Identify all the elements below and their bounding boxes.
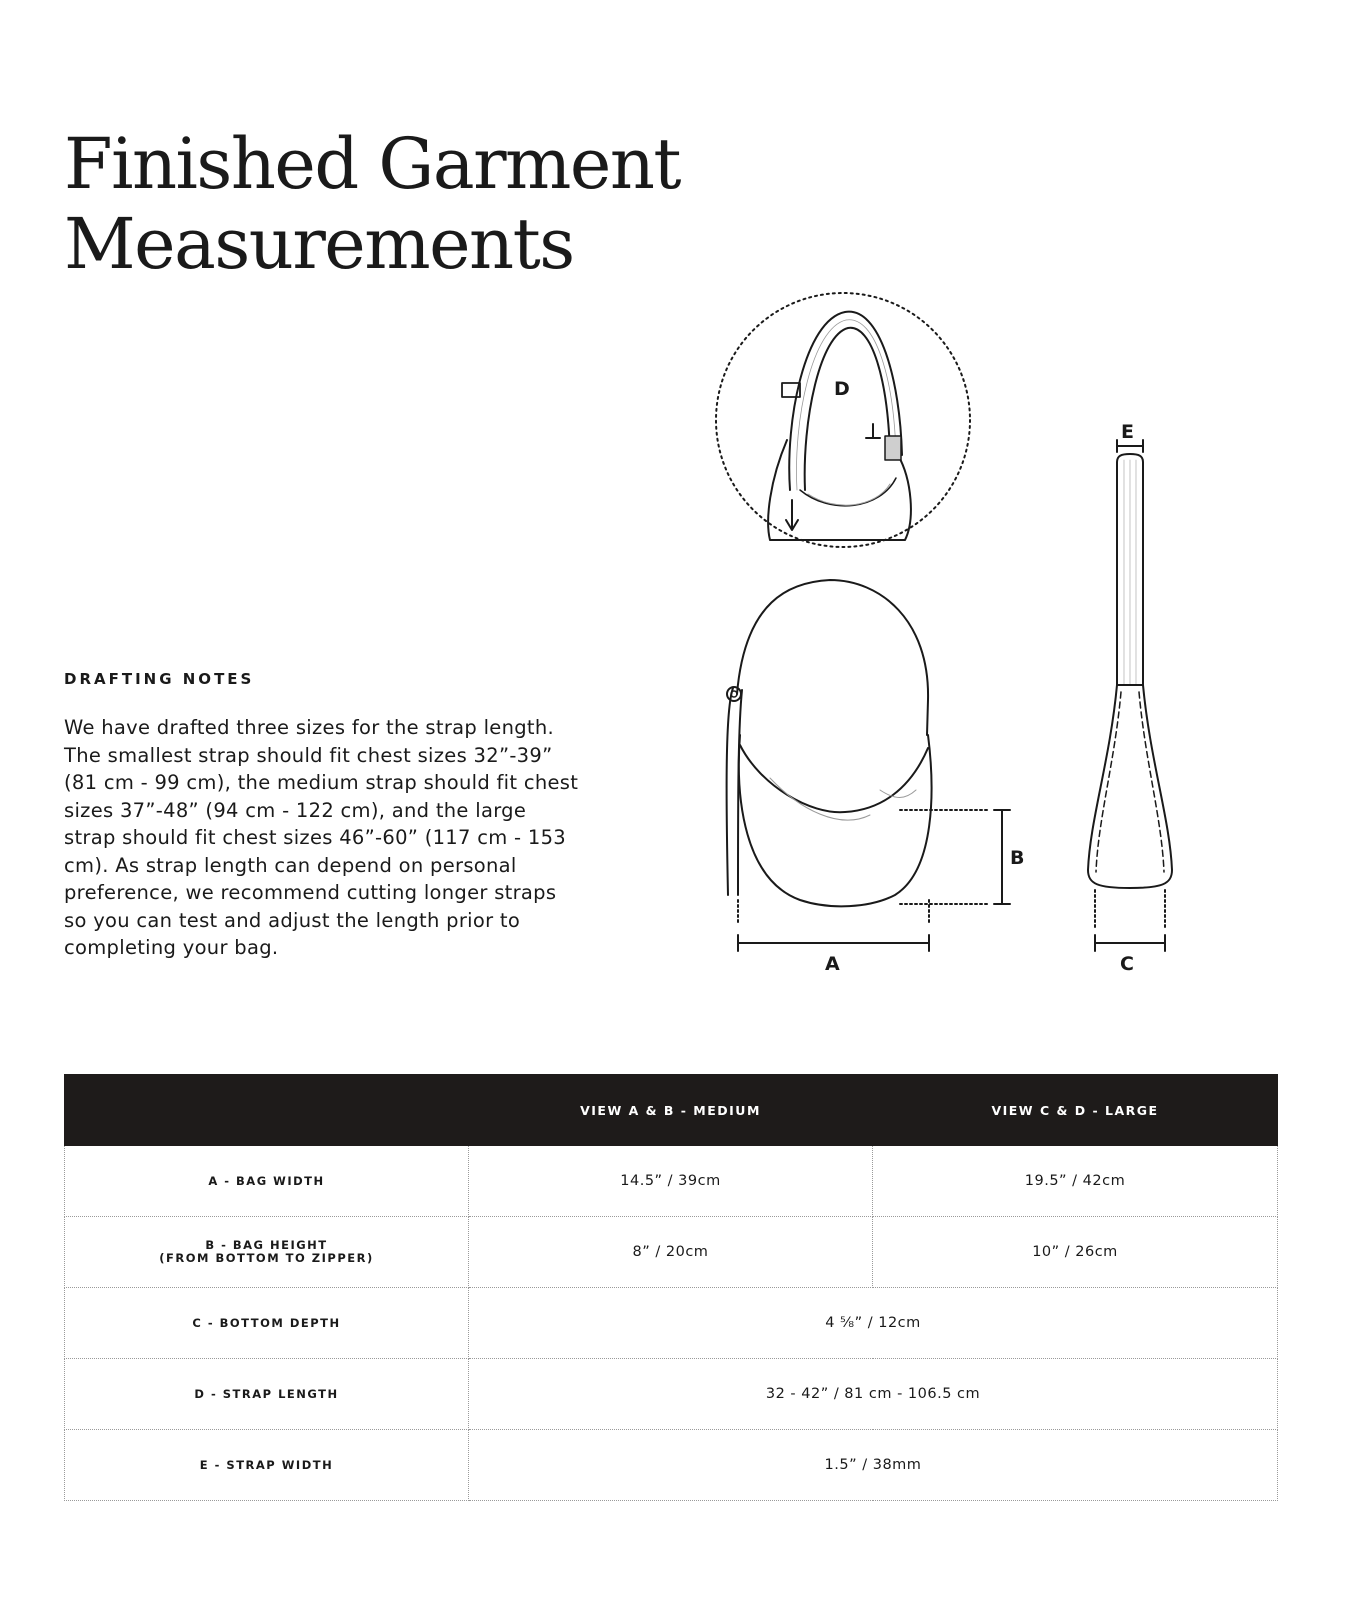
row-label-bag-height-main: B - BAG HEIGHT bbox=[205, 1238, 328, 1252]
header-medium: VIEW A & B - MEDIUM bbox=[469, 1075, 873, 1146]
page-title-line-2: Measurements bbox=[64, 203, 574, 285]
header-large: VIEW C & D - LARGE bbox=[873, 1075, 1278, 1146]
row-label-bag-height-sub: (FROM BOTTOM TO ZIPPER) bbox=[159, 1251, 374, 1265]
table-row bbox=[65, 1146, 1278, 1217]
row-label-strap-length: D - STRAP LENGTH bbox=[65, 1359, 469, 1430]
bag-front-view bbox=[727, 580, 1025, 975]
label-c: C bbox=[1120, 953, 1134, 975]
table-row bbox=[65, 1359, 1278, 1430]
strap-width-value: 1.5” / 38mm bbox=[469, 1430, 1278, 1501]
label-a: A bbox=[825, 953, 840, 975]
row-label-bag-width: A - BAG WIDTH bbox=[65, 1146, 469, 1217]
strap-detail-view bbox=[716, 293, 970, 547]
label-d: D bbox=[834, 378, 850, 400]
bag-width-medium: 14.5” / 39cm bbox=[469, 1146, 873, 1217]
label-e: E bbox=[1121, 421, 1134, 443]
table-row bbox=[65, 1430, 1278, 1501]
row-label-bottom-depth: C - BOTTOM DEPTH bbox=[65, 1288, 469, 1359]
header-empty-cell bbox=[65, 1075, 469, 1146]
table-row bbox=[65, 1288, 1278, 1359]
bottom-depth-value: 4 ⅝” / 12cm bbox=[469, 1288, 1278, 1359]
drafting-notes-heading: DRAFTING NOTES bbox=[64, 670, 255, 688]
bag-side-view bbox=[1088, 421, 1172, 975]
bag-height-large: 10” / 26cm bbox=[873, 1217, 1278, 1288]
drafting-notes-body: We have drafted three sizes for the strap length. The smallest strap should fit chest sizes 32”-39” (81 cm - 99 cm), the medium strap should fit chest sizes 37”-48” (94 cm - 122 cm), and the large strap should fit chest sizes 46”-60” (117 cm - 153 cm). As strap length can depend on personal preference, we recommend cutting longer straps so you can test and adjust the length prior to completing your bag. bbox=[64, 716, 579, 959]
page-title-line-1: Finished Garment bbox=[64, 123, 681, 205]
measurements-table bbox=[64, 1074, 1278, 1501]
table-header-row bbox=[65, 1075, 1278, 1146]
label-b: B bbox=[1010, 847, 1025, 869]
bag-height-medium: 8” / 20cm bbox=[469, 1217, 873, 1288]
bag-width-large: 19.5” / 42cm bbox=[873, 1146, 1278, 1217]
row-label-bag-height bbox=[65, 1217, 469, 1288]
strap-length-value: 32 - 42” / 81 cm - 106.5 cm bbox=[469, 1359, 1278, 1430]
row-label-strap-width: E - STRAP WIDTH bbox=[65, 1430, 469, 1501]
table-row bbox=[65, 1217, 1278, 1288]
